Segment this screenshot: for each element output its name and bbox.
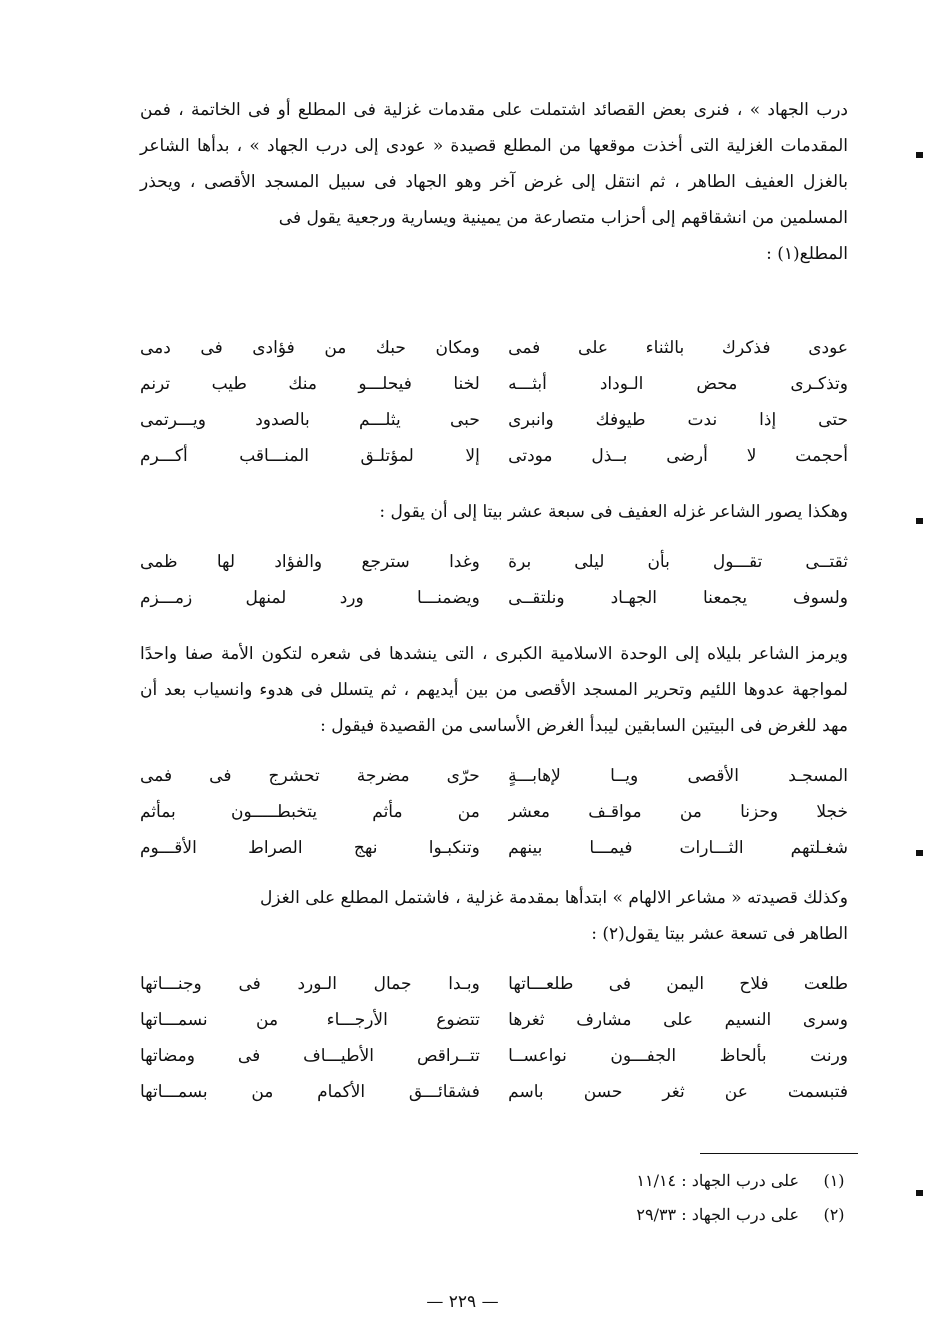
verse-line	[140, 966, 848, 1002]
verse-first-hemistich: أحجمت لا أرضى بــذل مودتى	[508, 446, 848, 466]
verse-first-hemistich: ورنت بألحاظ الجفـــون نواعســا	[508, 1046, 848, 1066]
verse-first-hemistich: ولسوف يجمعنا الجهـاد ونلتقــى	[508, 588, 848, 608]
poem-block-1	[140, 330, 848, 474]
footnote-number: (١)	[823, 1171, 845, 1190]
verse-line	[140, 580, 848, 616]
verse-second-hemistich: تتــراقص الأطيـــاف فى ومضاتها	[140, 1046, 480, 1066]
paragraph-intro-last-line: المطلع(١) :	[766, 244, 848, 264]
verse-line	[140, 330, 848, 366]
verse-first-hemistich: فتبسمت عن ثغر حسن باسم	[508, 1082, 848, 1102]
verse-first-hemistich: وتذكـرى محض الـوداد أبثـــه	[508, 374, 848, 394]
paragraph-second-poem-last-line: الطاهر فى تسعة عشر بيتا يقول(٢) :	[591, 924, 848, 944]
verse-first-hemistich: طلعت فلاح اليمن فى طلعـــاتها	[508, 974, 848, 994]
paragraph-transition: وهكذا يصور الشاعر غزله العفيف فى سبعة عشر بيتا إلى أن يقول :	[379, 502, 848, 522]
footnote-divider	[700, 1153, 858, 1154]
verse-line	[140, 758, 848, 794]
footnote-2	[507, 1198, 847, 1232]
verse-second-hemistich: ويضمنـــا ورد لمنهل زمـــزم	[140, 588, 480, 608]
poem-block-4	[140, 966, 848, 1110]
verse-first-hemistich: وسرى النسيم على مشارف ثغرها	[508, 1010, 848, 1030]
footnote-text: على درب الجهاد : ١١/١٤	[636, 1171, 799, 1190]
margin-mark	[916, 850, 923, 856]
poem-block-3	[140, 758, 848, 866]
verse-second-hemistich: وتنكبـوا نهج الصراط الأقـــوم	[140, 838, 480, 858]
verse-first-hemistich: حتى إذا ندت طيوفك وانبرى	[508, 410, 848, 430]
margin-mark	[916, 518, 923, 524]
verse-second-hemistich: تتضوع الأرجـــاء من نسمـــاتها	[140, 1010, 480, 1030]
verse-line	[140, 1074, 848, 1110]
paragraph-symbolism: ويرمز الشاعر بليلاه إلى الوحدة الاسلامية الكبرى ، التى ينشدها فى شعره لتكون الأمة صفا واحدًا لمواجهة عدوها اللئيم وتحرير المسجد الأقصى من بين أيديهم ، ثم يتسلل فى هدوء وانسياب بعد أن مهد للغرض فى البيتين السابقين ليبدأ الغرض الأساسى من القصيدة فيقول :	[140, 644, 848, 736]
verse-second-hemistich: إلا لمؤتلـق المنـــاقب أكـــرم	[140, 446, 480, 466]
verse-second-hemistich: حبى يثلـــم بالصدود ويـــرتمى	[140, 410, 480, 430]
page-number: — ٢٢٩ —	[426, 1292, 499, 1312]
paragraph-second-poem	[140, 880, 848, 952]
verse-second-hemistich: ومكان حبك من فؤادى فى دمى	[140, 338, 480, 358]
margin-mark	[916, 152, 923, 158]
verse-first-hemistich: المسجـد الأقصى ويــا لإهابـــةٍ	[508, 766, 848, 786]
paragraph-second-poem-text: وكذلك قصيدته « مشاعر الالهام » ابتدأها بمقدمة غزلية ، فاشتمل المطلع على الغزل	[259, 888, 848, 908]
verse-second-hemistich: من مأثم يتخبطـــــون بمأثم	[140, 802, 480, 822]
footnotes	[507, 1164, 847, 1232]
verse-line	[140, 794, 848, 830]
verse-line	[140, 544, 848, 580]
verse-second-hemistich: فشقائـــق الأكمام من بسمـــاتها	[140, 1082, 480, 1102]
verse-second-hemistich: وبـدا جمال الـورد فى وجنـــاتها	[140, 974, 480, 994]
paragraph-intro-text: درب الجهاد » ، فنرى بعض القصائد اشتملت على مقدمات غزلية فى المطلع أو فى الخاتمة ، فمن المقدمات الغزلية التى أخذت موقعها من المطلع قصيدة « عودى إلى درب الجهاد » ، بدأها الشاعر بالغزل العفيف الطاهر ، ثم انتقل إلى غرض آخر وهو الجهاد فى سبيل المسجد الأقصى ، ويحذر المسلمين من انشقاقهم إلى أحزاب متصارعة من يمينية ويسارية ورجعية يقول فى	[140, 100, 848, 228]
verse-line	[140, 1002, 848, 1038]
verse-line	[140, 1038, 848, 1074]
verse-second-hemistich: وغدا سترجع والفؤاد لها ظمى	[140, 552, 480, 572]
verse-line	[140, 438, 848, 474]
page-body	[140, 92, 848, 1110]
verse-line	[140, 366, 848, 402]
verse-second-hemistich: لخنا فيحلـــو منك طيب ترنم	[140, 374, 480, 394]
footnote-number: (٢)	[823, 1205, 845, 1224]
margin-mark	[916, 1190, 923, 1196]
paragraph-intro	[140, 92, 848, 272]
verse-first-hemistich: خجلا وحزنا من مواقـف معشر	[508, 802, 848, 822]
verse-second-hemistich: حرّى مضرجة تحشرج فى فمى	[140, 766, 480, 786]
poem-block-2	[140, 544, 848, 616]
verse-first-hemistich: شغـلتهم الثـــارات فيمـــا بينهم	[508, 838, 848, 858]
verse-first-hemistich: ثقتــى تقـــول بأن ليلى برة	[508, 552, 848, 572]
verse-first-hemistich: عودى فذكرك بالثناء على فمى	[508, 338, 848, 358]
footnote-text: على درب الجهاد : ٢٩/٣٣	[636, 1205, 799, 1224]
verse-line	[140, 402, 848, 438]
footnote-1	[507, 1164, 847, 1198]
verse-line	[140, 830, 848, 866]
